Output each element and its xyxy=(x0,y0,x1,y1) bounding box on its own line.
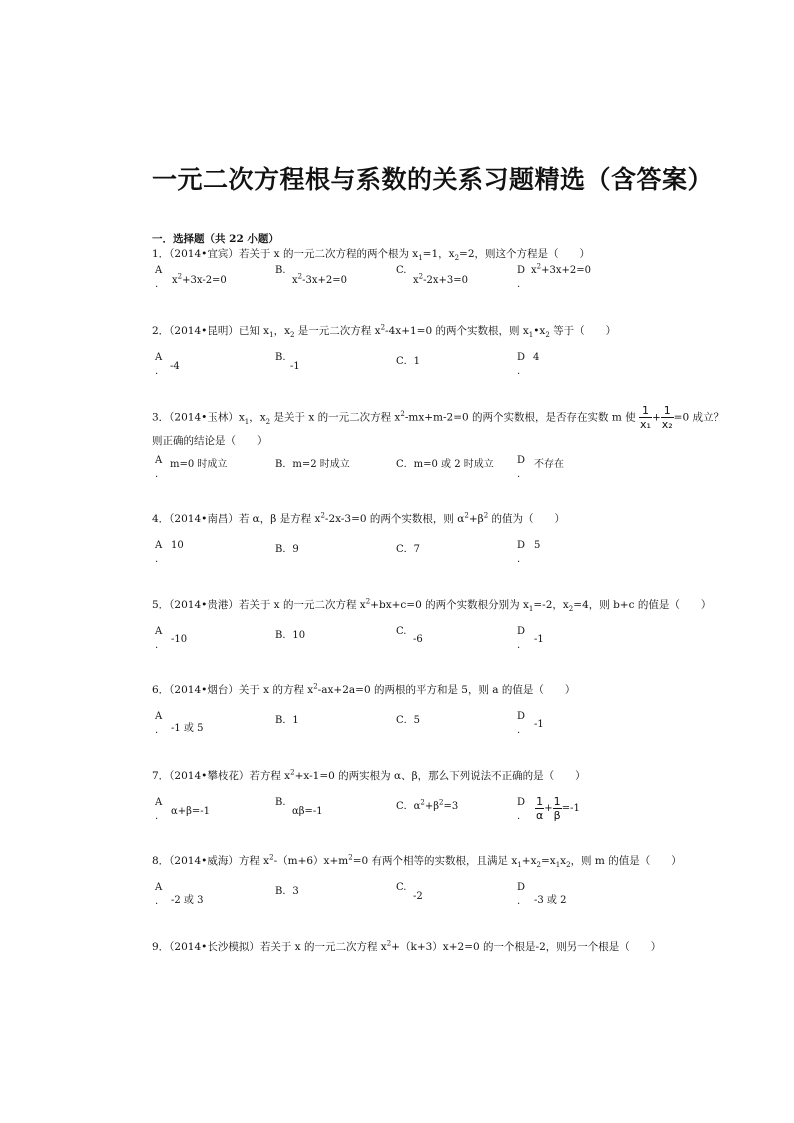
q2-option-d-label: D xyxy=(517,352,526,363)
question-6-stem: 6．（2014•烟台）关于 x 的方程 $x^2-ax+2a=0$ 的两根的平方和是 5，则 a 的值是（ ） xyxy=(152,682,576,696)
q7-option-d: $\frac{1}{\alpha}$ + $\frac{1}{\beta}$ =-1 xyxy=(536,795,580,822)
q4-option-a: 10 xyxy=(171,540,184,551)
q4-option-a-label: A xyxy=(155,540,163,551)
q3-option-b: B．m=2 时成立 xyxy=(275,459,350,470)
q5-option-d-label: D xyxy=(517,626,526,637)
q6-option-d-label: D xyxy=(517,711,526,722)
q7-option-d-label: D xyxy=(517,797,526,808)
q7-option-a-dot: . xyxy=(155,811,159,822)
fraction-one-over-alpha: $\frac{1}{\alpha}$ xyxy=(536,795,544,822)
q4-option-b: B．9 xyxy=(275,544,299,555)
q2-option-a-dot: . xyxy=(155,366,159,377)
q8-option-a-label: A xyxy=(155,882,163,893)
q6-option-a: -1 或 5 xyxy=(171,723,204,734)
q4-option-c: C．7 xyxy=(396,544,421,555)
q6-option-d: -1 xyxy=(534,719,544,730)
q5-option-a-label: A xyxy=(155,626,163,637)
q2-option-c: C．1 xyxy=(396,356,421,367)
q3-option-c: C．m=0 或 2 时成立 xyxy=(396,459,494,470)
fraction-one-over-x2: $\frac{1}{\text{x₂}}$ xyxy=(661,404,673,432)
q7-option-c: C．$\alpha^2+\beta^2=3$ xyxy=(396,798,459,812)
q8-option-d-label: D xyxy=(517,882,526,893)
q5-option-c-label: C. xyxy=(396,626,407,637)
question-9-stem: 9．（2014•长沙模拟）若关于 x 的一元二次方程 $x^2+(k+3)x+2=0$ 的一个根是-2，则另一个根是（ ） xyxy=(152,939,662,953)
q5-option-a: -10 xyxy=(171,634,188,645)
q5-option-a-dot: . xyxy=(155,640,159,651)
q8-option-c: -2 xyxy=(413,891,423,902)
q6-option-a-label: A xyxy=(155,711,163,722)
question-8-stem: 8．（2014•威海）方程 $x^2-(m+6)x+m^2=0$ 有两个相等的实数根，且满足 $x_1+x_2=x_1x_2$，则 m 的值是（ ） xyxy=(152,853,682,870)
q7-option-b: αβ=-1 xyxy=(292,806,323,817)
q6-option-a-dot: . xyxy=(155,725,159,736)
q1-option-d-dot: . xyxy=(517,279,521,290)
q4-option-d-dot: . xyxy=(517,554,521,565)
q4-option-d: 5 xyxy=(534,540,541,551)
q3-option-a: m=0 时成立 xyxy=(170,459,228,470)
q2-option-d: 4 xyxy=(533,352,540,363)
question-5-stem: 5．（2014•贵港）若关于 x 的一元二次方程 $x^2+bx+c=0$ 的两个实数根分别为 $x_1=-2$，$x_2=4$，则 b+c 的值是（ ） xyxy=(152,597,712,614)
q8-option-d-dot: . xyxy=(517,896,521,907)
q5-option-b: B．10 xyxy=(275,630,306,641)
q1-option-b: $x^2-3x+2=0$ xyxy=(292,272,347,286)
q3-option-d-dot: . xyxy=(517,469,521,480)
q5-option-c: -6 xyxy=(413,634,423,645)
q6-option-d-dot: . xyxy=(517,725,521,736)
q3-option-a-label: A xyxy=(155,455,163,466)
question-1-stem: 1．（2014•宜宾）若关于 x 的一元二次方程的两个根为 $x_1=1$，$x_2=2$，则这个方程是（ ） xyxy=(152,248,591,263)
q1-option-c: $x^2-2x+3=0$ xyxy=(413,272,468,286)
q2-option-a: -4 xyxy=(170,361,180,372)
q7-option-a: α+β=-1 xyxy=(171,806,211,817)
q5-option-d-dot: . xyxy=(517,640,521,651)
q1-option-a-label: A xyxy=(155,265,163,276)
q8-option-c-label: C. xyxy=(396,882,407,893)
fraction-one-over-x1: $\frac{1}{\text{x₁}}$ xyxy=(640,404,651,432)
q5-option-d: -1 xyxy=(534,634,544,645)
question-7-stem: 7．（2014•攀枝花）若方程 $x^2+x-1=0$ 的两实根为 α、β，那么下列说法不正确的是（ ） xyxy=(152,768,586,782)
q3-option-d-label: D xyxy=(517,455,526,466)
question-3-stem-line2: 则正确的结论是（ ） xyxy=(152,435,268,447)
q2-option-a-label: A xyxy=(155,352,163,363)
q7-option-d-dot: . xyxy=(517,811,521,822)
q1-option-c-label: C. xyxy=(396,265,407,276)
q8-option-a-dot: . xyxy=(155,896,159,907)
q4-option-d-label: D xyxy=(517,540,526,551)
page-title: 一元二次方程根与系数的关系习题精选（含答案） xyxy=(152,165,714,194)
q2-option-d-dot: . xyxy=(517,366,521,377)
q8-option-b: B．3 xyxy=(275,886,299,897)
q1-option-d: $x^2+3x+2=0$ xyxy=(531,262,591,276)
question-2-stem: 2．（2014•昆明）已知 $x_1$，$x_2$ 是一元二次方程 $x^2-4x+1=0$ 的两个实数根，则 $x_1•x_2$ 等于（ ） xyxy=(152,323,617,340)
question-4-stem: 4．（2014•南昌）若 α，β 是方程 $x^2-2x-3=0$ 的两个实数根，则 $\alpha^2+\beta^2$ 的值为（ ） xyxy=(152,511,566,525)
fraction-one-over-beta: $\frac{1}{\beta}$ xyxy=(553,795,561,822)
q7-option-a-label: A xyxy=(155,797,163,808)
q1-option-d-label: D xyxy=(517,265,526,276)
q1-option-a-dot: . xyxy=(155,279,159,290)
q2-option-b: -1 xyxy=(290,361,300,372)
q6-option-b: B．1 xyxy=(275,715,299,726)
q1-option-a: $x^2+3x-2=0$ xyxy=(172,272,227,286)
q3-option-a-dot: . xyxy=(155,469,159,480)
q1-option-b-label: B. xyxy=(275,265,286,276)
q4-option-a-dot: . xyxy=(155,554,159,565)
q2-option-b-label: B. xyxy=(275,352,286,363)
q7-option-b-label: B. xyxy=(275,797,286,808)
q8-option-d: -3 或 2 xyxy=(534,895,567,906)
question-3-stem: 3．（2014•玉林）$x_1$，$x_2$ 是关于 x 的一元二次方程 $x^2-mx+m-2=0$ 的两个实数根，是否存在实数 m 使 $\frac{1}{\text{x₁}}$ + $\frac{1}{\text{x₂}}$ =0 成立？ xyxy=(152,404,724,432)
q8-option-a: -2 或 3 xyxy=(171,895,204,906)
q6-option-c: C．5 xyxy=(396,715,421,726)
q3-option-d: 不存在 xyxy=(534,459,564,470)
section-heading: 一．选择题（共 22 小题） xyxy=(152,233,279,245)
